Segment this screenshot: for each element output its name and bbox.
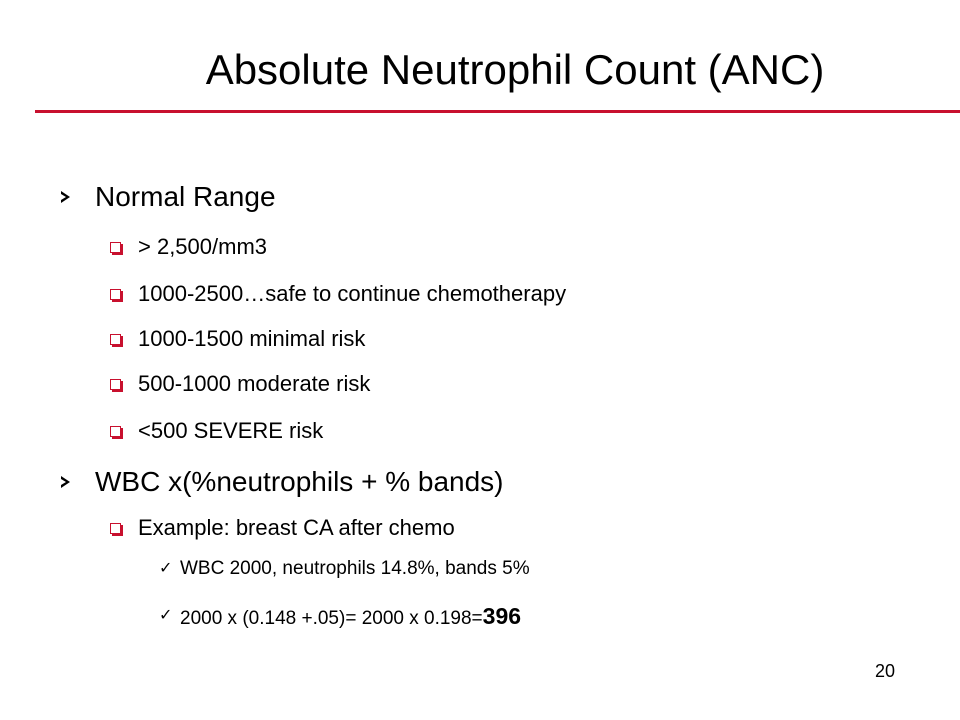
sub-bullet-text: Example: breast CA after chemo bbox=[138, 515, 455, 540]
arrowhead-bullet-icon bbox=[61, 191, 70, 203]
calculation-text: 2000 x (0.148 +.05)= 2000 x 0.198= bbox=[180, 608, 483, 629]
sub-bullet-text: > 2,500/mm3 bbox=[138, 234, 268, 259]
square-bullet-icon bbox=[110, 523, 121, 534]
sub-bullet-text: 1000-1500 minimal risk bbox=[138, 326, 366, 351]
detail-text: WBC 2000, neutrophils 14.8%, bands 5% bbox=[180, 558, 530, 579]
slide-title: Absolute Neutrophil Count (ANC) bbox=[205, 46, 825, 93]
title-divider bbox=[35, 110, 960, 113]
checkmark-icon: ✓ bbox=[159, 607, 173, 624]
square-bullet-icon bbox=[110, 379, 121, 390]
square-bullet-icon bbox=[110, 289, 121, 300]
bullet-label: Normal Range bbox=[95, 181, 276, 212]
sub-bullet-text: 500-1000 moderate risk bbox=[138, 371, 371, 396]
calculation-result: 396 bbox=[482, 603, 522, 629]
detail-text bbox=[180, 604, 521, 631]
arrowhead-bullet-icon bbox=[61, 476, 70, 488]
square-bullet-icon bbox=[110, 426, 121, 437]
square-bullet-icon bbox=[110, 334, 121, 345]
checkmark-icon: ✓ bbox=[159, 560, 173, 577]
bullet-label: WBC x(%neutrophils + % bands) bbox=[95, 466, 504, 497]
square-bullet-icon bbox=[110, 242, 121, 253]
sub-bullet-text: 1000-2500…safe to continue chemotherapy bbox=[138, 281, 567, 306]
sub-bullet-text: <500 SEVERE risk bbox=[138, 418, 324, 443]
page-number: 20 bbox=[874, 661, 895, 681]
